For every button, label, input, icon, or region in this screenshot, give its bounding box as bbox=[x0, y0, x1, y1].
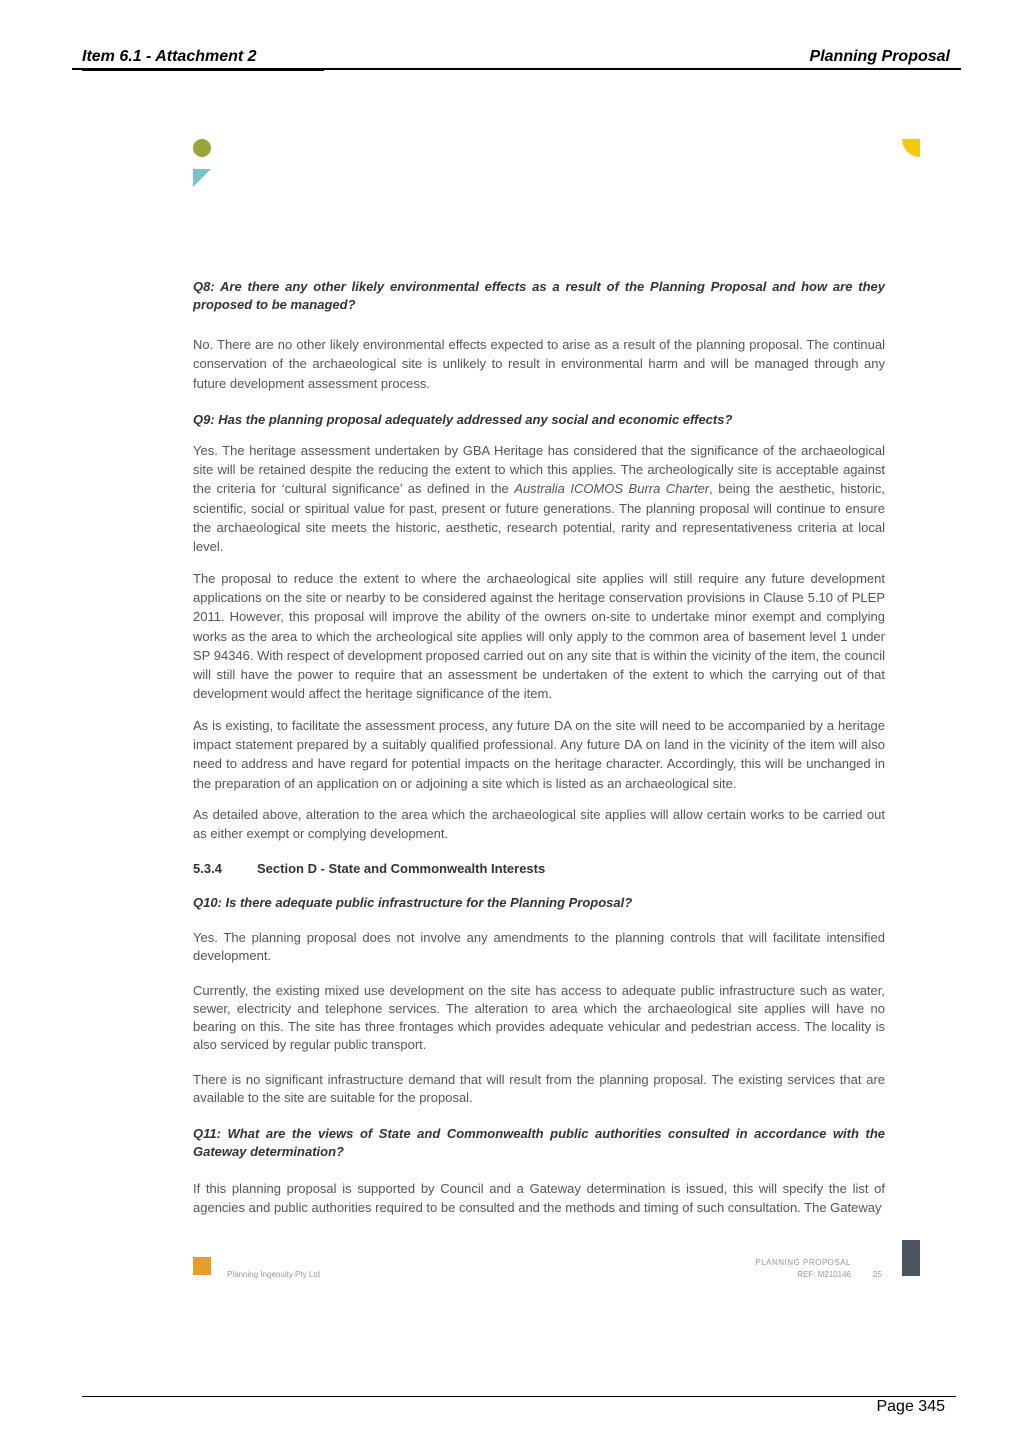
footer-page-number: 25 bbox=[873, 1270, 882, 1279]
answer-q10-paragraph-3: There is no significant infrastructure demand that will result from the planning proposal. The existing services that are available to the site are suitable for the proposal. bbox=[193, 1071, 885, 1105]
question-q10: Q10: Is there adequate public infrastructure for the Planning Proposal? bbox=[193, 894, 633, 910]
question-q8: Q8: Are there any other likely environmental effects as a result of the Planning Proposal and how are they proposed to be managed? bbox=[193, 279, 885, 312]
slate-bar-decoration bbox=[902, 1240, 920, 1276]
footer-document-title: PLANNING PROPOSAL bbox=[755, 1258, 851, 1267]
answer-q9-paragraph-3: As is existing, to facilitate the assessment process, any future DA on the site will need to be accompanied by a heritage impact statement prepared by a suitably qualified professional. Any future DA on land in the vicinity of the item will also need to address and have regard for potential impacts on the heritage character. Accordingly, this will be unchanged in the preparation of an application on or adjoining a site which is listed as an archaeological site. bbox=[193, 717, 885, 791]
answer-q9-text-a: Yes. The heritage assessment undertaken by GBA Heritage has considered that the significance of the archaeological site will be retained despite the reducing the extent to which this applies. The archeologically site is acceptable against the criteria for ‘cultural significance’ as defined in the bbox=[193, 442, 885, 497]
header-rule-underline bbox=[82, 70, 324, 71]
teal-triangle-decoration bbox=[193, 169, 211, 187]
answer-q10-paragraph-2: Currently, the existing mixed use development on the site has access to adequate public infrastructure such as water, sewer, electricity and telephone services. The alteration to area which the archaeological site applies will have no bearing on this. The site has three frontages which provides adequate vehicular and pedestrian access. The locality is also serviced by regular public transport. bbox=[193, 982, 885, 1052]
footer-rule bbox=[82, 1396, 956, 1397]
header-document-title: Planning Proposal bbox=[809, 48, 950, 65]
header-item-label: Item 6.1 - Attachment 2 bbox=[82, 48, 257, 65]
page-number: Page 345 bbox=[876, 1398, 945, 1415]
question-q11: Q11: What are the views of State and Commonwealth public authorities consulted in accordance with the Gateway determination? bbox=[193, 1125, 885, 1159]
answer-q9-paragraph-4: As detailed above, alteration to the area which the archaeological site applies will allow certain works to be carried out as either exempt or complying development. bbox=[193, 806, 885, 842]
burra-charter-citation: Australia ICOMOS Burra Charter bbox=[514, 481, 710, 497]
section-heading bbox=[193, 861, 885, 876]
orange-square-logo bbox=[193, 1257, 211, 1275]
answer-q9-paragraph-1 bbox=[193, 441, 885, 557]
question-q9: Q9: Has the planning proposal adequately addressed any social and economic effects? bbox=[193, 411, 733, 427]
footer-reference: REF: M210146 bbox=[797, 1270, 851, 1279]
answer-q9-text-b: , being the aesthetic, historic, scientific, social or spiritual value for past, present or future generations. The planning proposal will continue to ensure the archaeological site meets the historic, aesthetic, research potential, rarity and representativeness criteria at local level. bbox=[193, 481, 886, 555]
answer-q8: No. There are no other likely environmental effects expected to arise as a result of the planning proposal. The continual conservation of the archaeological site is unlikely to result in environmental harm and will be managed through any future development assessment process. bbox=[193, 337, 885, 391]
section-number: 5.3.4 bbox=[193, 860, 222, 876]
section-title: Section D - State and Commonwealth Interests bbox=[257, 860, 546, 876]
answer-q10-paragraph-1: Yes. The planning proposal does not involve any amendments to the planning controls that will facilitate intensified development. bbox=[193, 929, 885, 963]
answer-q9-paragraph-2: The proposal to reduce the extent to where the archaeological site applies will still require any future development applications on the site or nearby to be considered against the heritage conservation provisions in Clause 5.10 of PLEP 2011. However, this proposal will improve the ability of the owners on-site to undertake minor exempt and complying works as the area to which the archeological site applies will only apply to the common area of basement level 1 under SP 94346. With respect of development proposed carried out on any site that is within the vicinity of the item, the council will still have the power to require that an assessment be undertaken of the extent to which the carrying out of that development would affect the heritage significance of the item. bbox=[193, 570, 885, 702]
answer-q11-paragraph-1: If this planning proposal is supported by Council and a Gateway determination is issued, this will specify the list of agencies and public authorities required to be consulted and the methods and timing of such consultation. The Gateway bbox=[193, 1180, 885, 1215]
green-circle-decoration bbox=[193, 139, 211, 157]
footer-company-name: Planning Ingenuity Pty Ltd bbox=[227, 1270, 320, 1279]
document-body bbox=[193, 278, 885, 1217]
yellow-wedge-decoration bbox=[902, 139, 920, 157]
